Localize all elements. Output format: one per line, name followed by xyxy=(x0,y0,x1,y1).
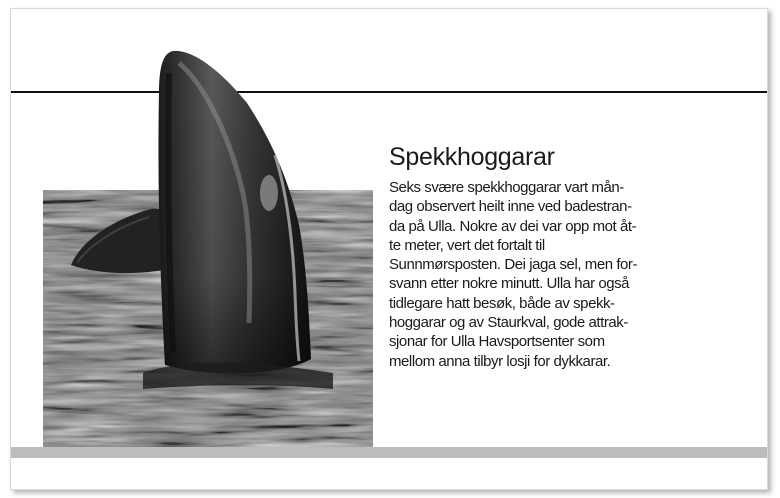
bottom-bar xyxy=(11,447,767,458)
article-body xyxy=(389,178,739,371)
article-body-line: tidlegare hatt besøk, både av spekk- xyxy=(389,294,615,312)
orca-photo xyxy=(43,43,373,447)
article-body-line: da på Ulla. Nokre av dei var opp mot åt- xyxy=(389,217,637,235)
article-body-line: te meter, vert det fortalt til xyxy=(389,236,545,254)
article-body-line: mellom anna tilbyr losji for dykkarar. xyxy=(389,352,611,370)
article xyxy=(389,143,739,371)
article-body-line: dag observert heilt inne ved badestran- xyxy=(389,198,632,216)
article-body-line: svann etter nokre minutt. Ulla har også xyxy=(389,275,630,293)
article-body-line: Seks svære spekkhoggarar vart mån- xyxy=(389,179,624,196)
article-body-line: hoggarar og av Staurkval, gode attrak- xyxy=(389,314,628,332)
article-body-line: Sunnmørsposten. Dei jaga sel, men for- xyxy=(389,256,638,274)
article-body-line: sjonar for Ulla Havsportsenter som xyxy=(389,333,605,351)
newspaper-page xyxy=(10,8,768,490)
article-headline: Spekkhoggarar xyxy=(389,143,555,171)
